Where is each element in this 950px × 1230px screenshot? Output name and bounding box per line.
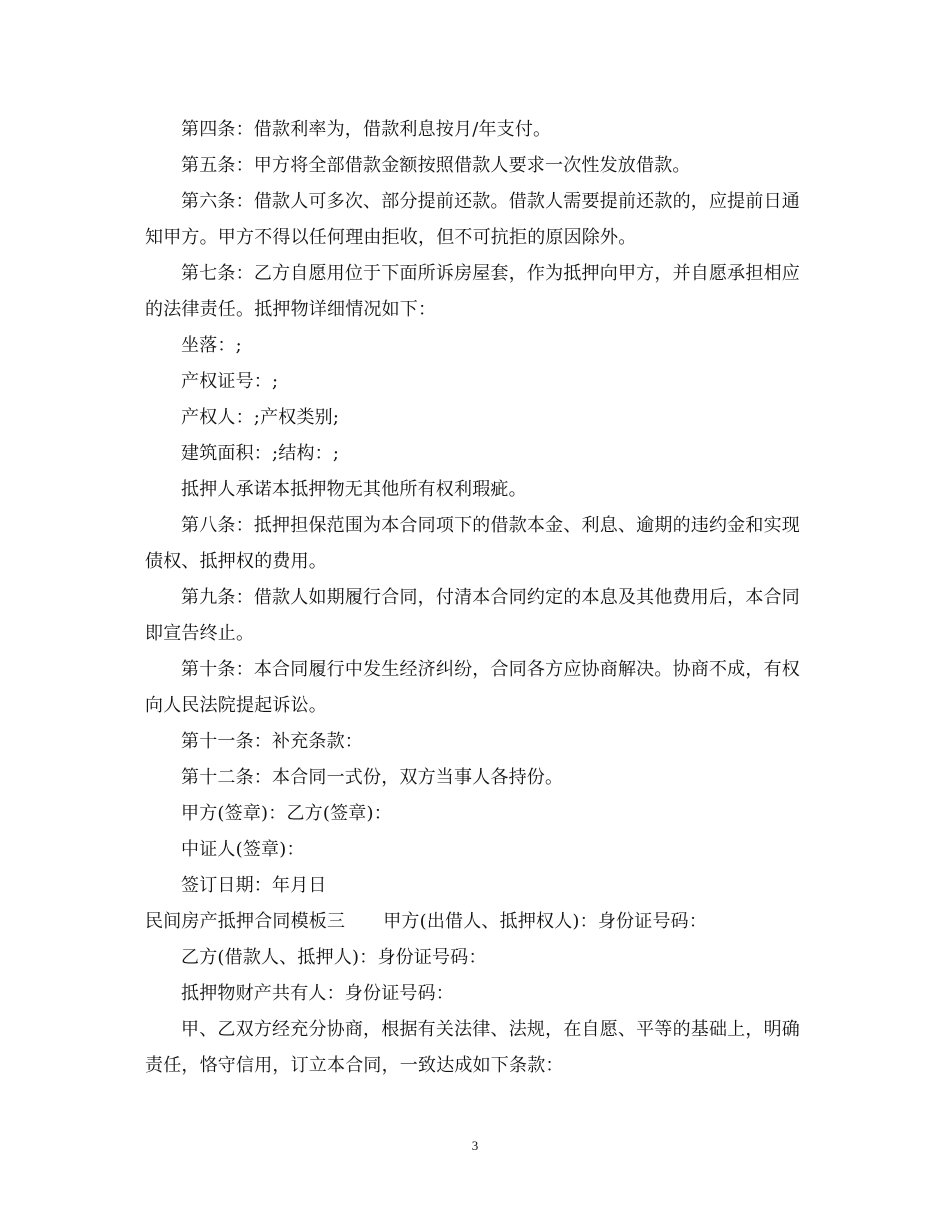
document-body [145,112,800,1084]
party-a-identity-line: 甲方(出借人、抵押权人)：身份证号码： [383,911,708,932]
party-b-identity-line: 乙方(借款人、抵押人)：身份证号码： [181,947,487,968]
article-4-paragraph: 第四条：借款利率为，借款利息按月/年支付。 [181,119,552,140]
article-8-paragraph: 第八条：抵押担保范围为本合同项下的借款本金、利息、逾期的违约金和实现债权、抵押权的费用。 [145,515,800,572]
mortgage-commitment-paragraph: 抵押人承诺本抵押物无其他所有权利瑕疵。 [181,479,527,500]
article-10-paragraph: 第十条：本合同履行中发生经济纠纷，合同各方应协商解决。协商不成，有权向人民法院提起诉讼。 [145,659,800,716]
article-7-paragraph: 第七条：乙方自愿用位于下面所诉房屋套，作为抵押向甲方，并自愿承担相应的法律责任。抵押物详细情况如下： [145,263,800,320]
property-certificate-field: 产权证号：; [181,371,279,392]
witness-signature-line: 中证人(签章)： [181,839,305,860]
page-number: 3 [471,1138,479,1153]
article-12-paragraph: 第十二条：本合同一式份，双方当事人各持份。 [181,767,564,788]
building-area-field: 建筑面积：;结构：; [181,443,340,464]
property-owner-field: 产权人：;产权类别; [181,407,340,428]
template-title: 民间房产抵押合同模板三 [145,911,346,932]
co-owner-identity-line: 抵押物财产共有人：身份证号码： [181,983,454,1004]
article-9-paragraph: 第九条：借款人如期履行合同，付清本合同约定的本息及其他费用后，本合同即宣告终止。 [145,587,800,644]
article-11-paragraph: 第十一条：补充条款： [181,731,363,752]
location-field: 坐落：; [181,335,242,356]
signature-parties-line: 甲方(签章)：乙方(签章)： [181,803,392,824]
article-6-paragraph: 第六条：借款人可多次、部分提前还款。借款人需要提前还款的，应提前日通知甲方。甲方不得以任何理由拒收，但不可抗拒的原因除外。 [145,191,800,248]
agreement-intro-paragraph: 甲、乙双方经充分协商，根据有关法律、法规，在自愿、平等的基础上，明确责任，恪守信用，订立本合同，一致达成如下条款： [145,1019,800,1076]
template-heading-line [145,904,800,940]
article-5-paragraph: 第五条：甲方将全部借款金额按照借款人要求一次性发放借款。 [181,155,691,176]
signing-date-line: 签订日期：年月日 [181,875,327,896]
